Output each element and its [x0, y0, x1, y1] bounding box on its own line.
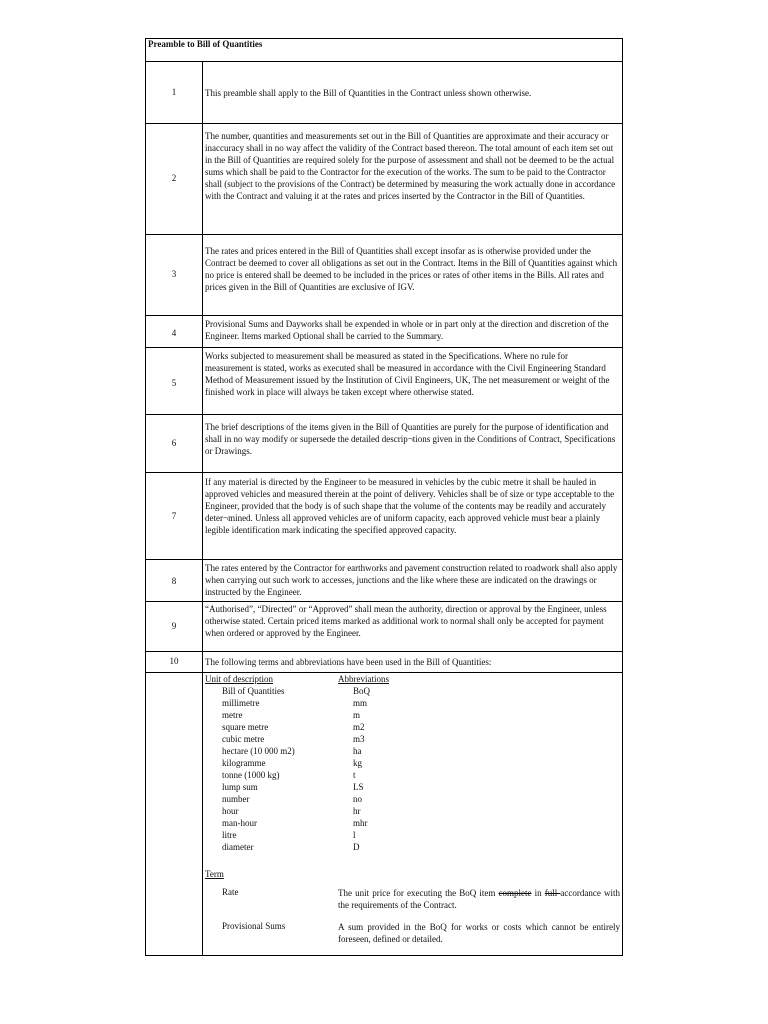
- item-number: 5: [171, 378, 177, 388]
- unit-name: millimetre: [222, 698, 260, 708]
- unit-abbreviation: m: [353, 710, 361, 720]
- unit-abbreviation: D: [353, 842, 360, 852]
- unit-abbreviation: t: [353, 770, 356, 780]
- unit-name: number: [222, 794, 250, 804]
- row-divider: [145, 601, 623, 602]
- row-divider: [145, 61, 623, 62]
- item-text: This preamble shall apply to the Bill of Quantities in the Contract unless shown otherwise.: [205, 88, 532, 98]
- abbreviation-header: Abbreviations: [338, 674, 389, 684]
- unit-name: litre: [222, 830, 237, 840]
- term-definition-rate: The unit price for executing the BoQ item complete in full accordance with the requirements of the Contract.: [338, 888, 621, 910]
- item-number: 3: [171, 269, 177, 279]
- unit-name: kilogramme: [222, 758, 266, 768]
- abbreviation-list: [338, 673, 389, 853]
- row-divider: [145, 472, 623, 473]
- item-number: 10: [169, 656, 179, 666]
- unit-abbreviation: BoQ: [353, 686, 371, 696]
- item-number: 2: [171, 173, 177, 183]
- unit-description-list: [205, 673, 295, 853]
- row-divider: [145, 315, 623, 316]
- unit-abbreviation: l: [353, 830, 356, 840]
- unit-description-header: Unit of description: [205, 674, 273, 684]
- struck-word: complete: [498, 888, 532, 898]
- item-text: Provisional Sums and Dayworks shall be expended in whole or in part only at the direction and discretion of the Engineer. Items marked Optional shall be carried to the Summary.: [205, 319, 609, 342]
- item-number: 7: [171, 511, 177, 521]
- term-name-rate: Rate: [222, 887, 239, 897]
- item-text: If any material is directed by the Engineer to be measured in vehicles by the cubic metre it shall be hauled in approved vehicles and measured therein at the point of delivery. Vehicles shall be of size or type acceptable to the Engineer, provided that the body is of such shape that the volume of the contents may be readily and accurately deter¬mined. Unless all approved vehicles are of uniform capacity, each approved vehicle must bear a plainly legible identification mark indicating the specified approved capacity.: [205, 477, 615, 536]
- unit-abbreviation: ha: [353, 746, 362, 756]
- item-text: “Authorised”, “Directed” or “Approved” shall mean the authority, direction or approval by the Engineer, unless otherwise stated. Certain priced items marked as additional work to normal shall only be accepted for payment when ordered or approved by the Engineer.: [205, 604, 607, 639]
- row-divider: [145, 234, 623, 235]
- item-number: 6: [171, 438, 177, 448]
- struck-word: full: [544, 888, 561, 898]
- unit-name: cubic metre: [222, 734, 265, 744]
- unit-abbreviation: m2: [353, 722, 365, 732]
- row-divider: [145, 123, 623, 124]
- unit-name: diameter: [222, 842, 254, 852]
- item-text: The rates entered by the Contractor for earthworks and pavement construction related to roadwork shall also apply when carrying out such work to accesses, junctions and the like where these are indicated on the drawings or instructed by the Engineer.: [205, 563, 618, 598]
- unit-abbreviation: m3: [353, 734, 365, 744]
- unit-name: hectare (10 000 m2): [222, 746, 295, 756]
- row-divider: [145, 651, 623, 652]
- item-text: The brief descriptions of the items given in the Bill of Quantities are purely for the purpose of identification and shall in no way modify or supersede the detailed descrip¬tions given in the Conditions of Contract, Specifications or Drawings.: [205, 422, 616, 457]
- item-number: 9: [171, 621, 177, 631]
- row-divider: [145, 347, 623, 348]
- unit-abbreviation: mm: [353, 698, 368, 708]
- unit-name: metre: [222, 710, 243, 720]
- term-definition-provisional-sums: A sum provided in the BoQ for works or costs which cannot be entirely foreseen, defined or detailed.: [338, 922, 620, 944]
- unit-abbreviation: no: [353, 794, 362, 804]
- unit-name: hour: [222, 806, 239, 816]
- item-text: The rates and prices entered in the Bill of Quantities shall except insofar as is otherwise provided under the Contract be deemed to cover all obligations as set out in the Contract. Items in the Bill of Quantities against which no price is entered shall be deemed to be included in the prices or rates of other items in the Bills. All rates and prices given in the Bill of Quantities are exclusive of IGV.: [205, 246, 618, 293]
- column-divider: [202, 61, 203, 955]
- item-text: The following terms and abbreviations have been used in the Bill of Quantities:: [205, 657, 492, 667]
- item-text: The number, quantities and measurements set out in the Bill of Quantities are approximate and their accuracy or inaccuracy shall in no way affect the validity of the Contract based thereon. The total amount of each item set out in the Bill of Quantities are required solely for the purpose of assessment and shall not be deemed to be the actual sums which shall be paid to the Contractor for the execution of the works. The sum to be paid to the Contractor shall (subject to the provisions of the Contract) be determined by measuring the work actually done in accordance with the Contract and valuing it at the rates and prices inserted by the Contractor in the Bill of Quantities.: [205, 131, 616, 202]
- unit-abbreviation: LS: [353, 782, 364, 792]
- unit-name: square metre: [222, 722, 269, 732]
- unit-name: Bill of Quantities: [222, 686, 285, 696]
- unit-name: tonne (1000 kg): [222, 770, 280, 780]
- unit-abbreviation: kg: [353, 758, 362, 768]
- term-header: Term: [205, 869, 224, 879]
- item-text: Works subjected to measurement shall be measured as stated in the Specifications. Where no rule for measurement is stated, works as executed shall be measured in accordance with the Civil Engineering Standard Method of Measurement issued by the Institution of Civil Engineers, UK, The net measurement or weight of the finished work in place will always be taken except where otherwise stated.: [205, 351, 610, 398]
- unit-name: lump sum: [222, 782, 258, 792]
- item-number: 4: [171, 328, 177, 338]
- row-divider: [145, 414, 623, 415]
- row-divider: [145, 559, 623, 560]
- page-title: Preamble to Bill of Quantities: [148, 39, 263, 49]
- unit-abbreviation: mhr: [353, 818, 368, 828]
- unit-name: man-hour: [222, 818, 257, 828]
- item-number: 1: [171, 87, 177, 97]
- unit-abbreviation: hr: [353, 806, 361, 816]
- item-number: 8: [171, 576, 177, 586]
- table-bottom-border: [145, 955, 623, 956]
- term-name-provisional-sums: Provisional Sums: [222, 921, 286, 931]
